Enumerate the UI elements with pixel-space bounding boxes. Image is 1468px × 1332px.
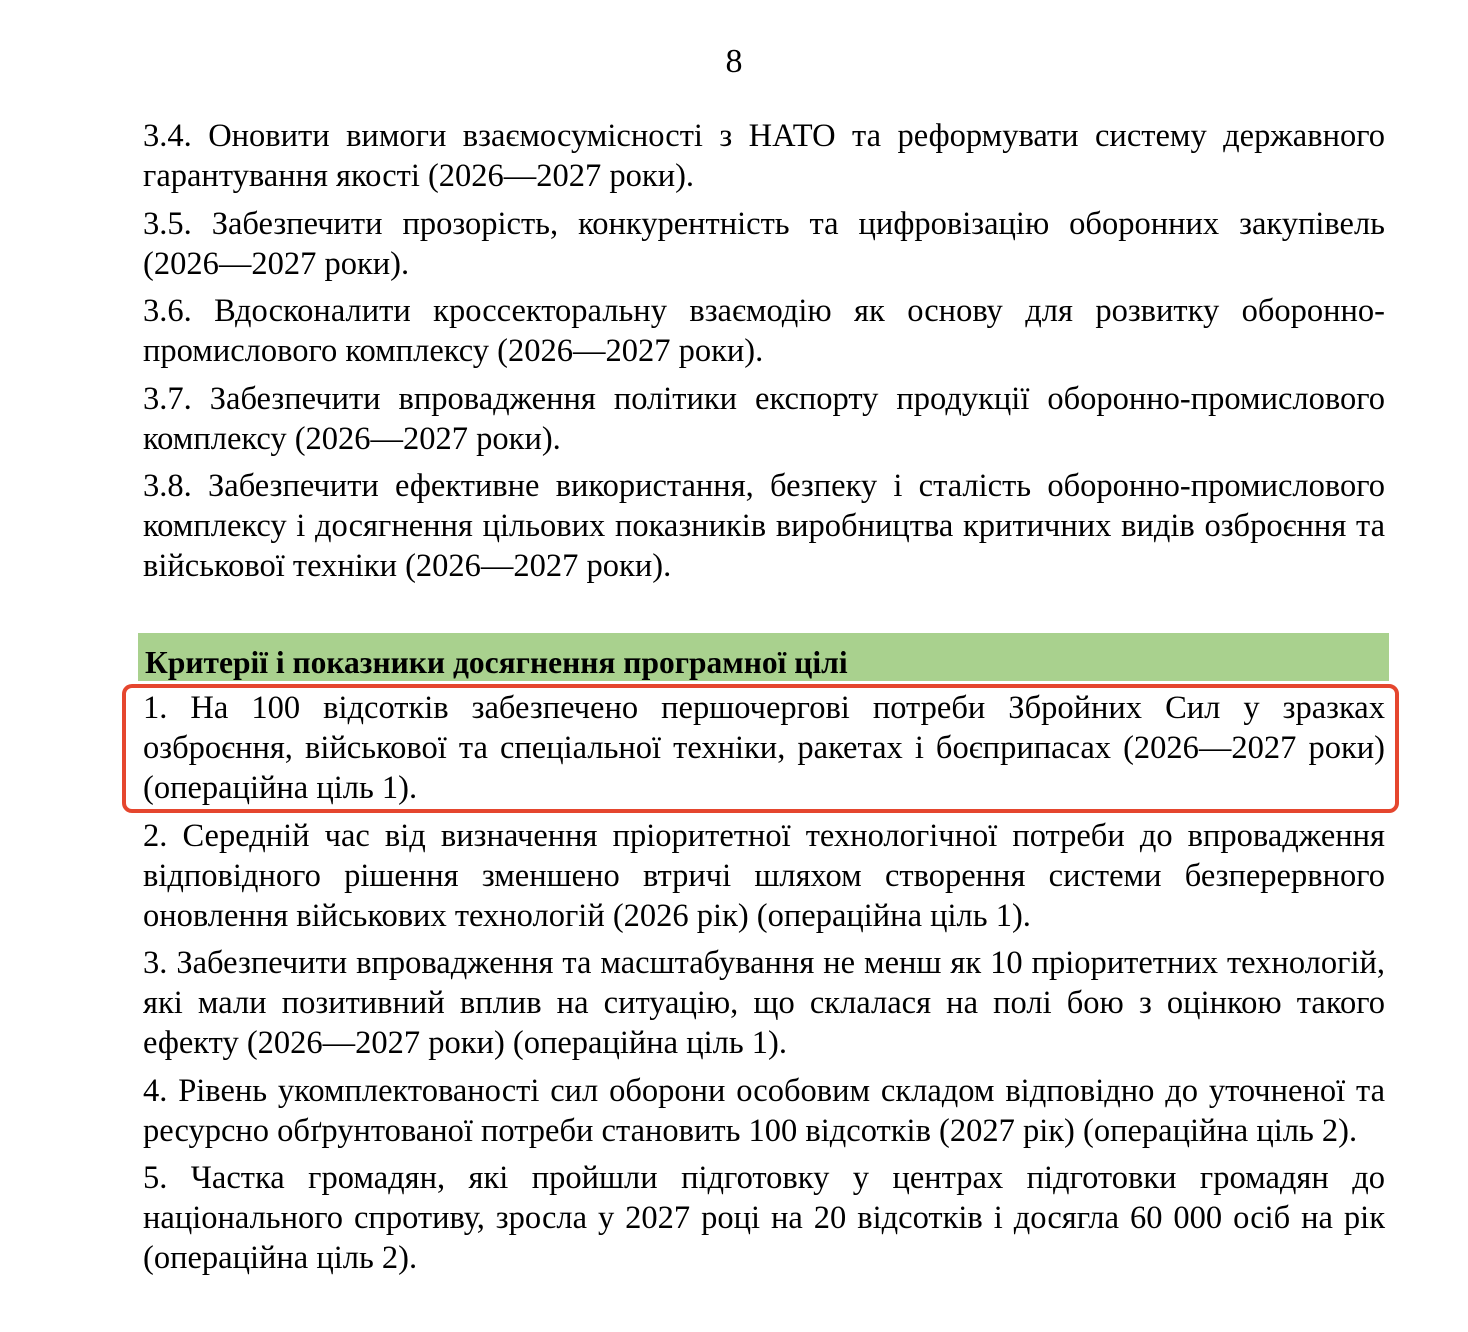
highlight-box — [122, 684, 1399, 813]
criterion-2: 2. Середній час від визначення пріоритетної технологічної потреби до впровадження відповідного рішення зменшено втричі шляхом створення системи безперервного оновлення військових технологій (2026 рік) (операційна ціль 1). — [143, 817, 1385, 934]
task-3-8: 3.8. Забезпечити ефективне використання, безпеку і сталість оборонно-промислового комплексу і досягнення цільових показників виробництва критичних видів озброєння та військової техніки (2026—2027 роки). — [143, 468, 1385, 584]
task-3-7: 3.7. Забезпечити впровадження політики експорту продукції оборонно-промислового комплексу (2026—2027 роки). — [143, 380, 1385, 457]
criterion-1: 1. На 100 відсотків забезпечено першочергові потреби Збройних Сил у зразках озброєння, військової та спеціальної техніки, ракетах і боєприпасах (2026—2027 роки) (операційна ціль 1). — [143, 690, 1385, 806]
task-3-6: 3.6. Вдосконалити кроссекторальну взаємодію як основу для розвитку оборонно-промислового комплексу (2026—2027 роки). — [143, 293, 1385, 369]
tasks-list — [143, 116, 1385, 594]
criterion-5: 5. Частка громадян, які пройшли підготовку у центрах підготовки громадян до національного спротиву, зросла у 2027 році на 20 відсотків і досягла 60 000 осіб на рік (операційна ціль 2). — [143, 1160, 1385, 1276]
criterion-4: 4. Рівень укомплектованості сил оборони особовим складом відповідно до уточненої та ресурсно обґрунтованої потреби становить 100 відсотків (2027 рік) (операційна ціль 2). — [143, 1072, 1385, 1149]
criterion-3: 3. Забезпечити впровадження та масштабування не менш як 10 пріоритетних технологій, які мали позитивний вплив на ситуацію, що склалася на полі бою з оцінкою такого ефекту (2026—2027 роки) (операційна ціль 1). — [143, 945, 1385, 1061]
page-number: 8 — [725, 43, 743, 80]
task-3-4: 3.4. Оновити вимоги взаємосумісності з НАТО та реформувати систему державного гарантування якості (2026—2027 роки). — [143, 118, 1385, 194]
section-heading: Критерії і показники досягнення програмної цілі — [138, 633, 1389, 681]
task-3-5: 3.5. Забезпечити прозорість, конкурентність та цифровізацію оборонних закупівель (2026—2027 роки). — [143, 205, 1385, 282]
